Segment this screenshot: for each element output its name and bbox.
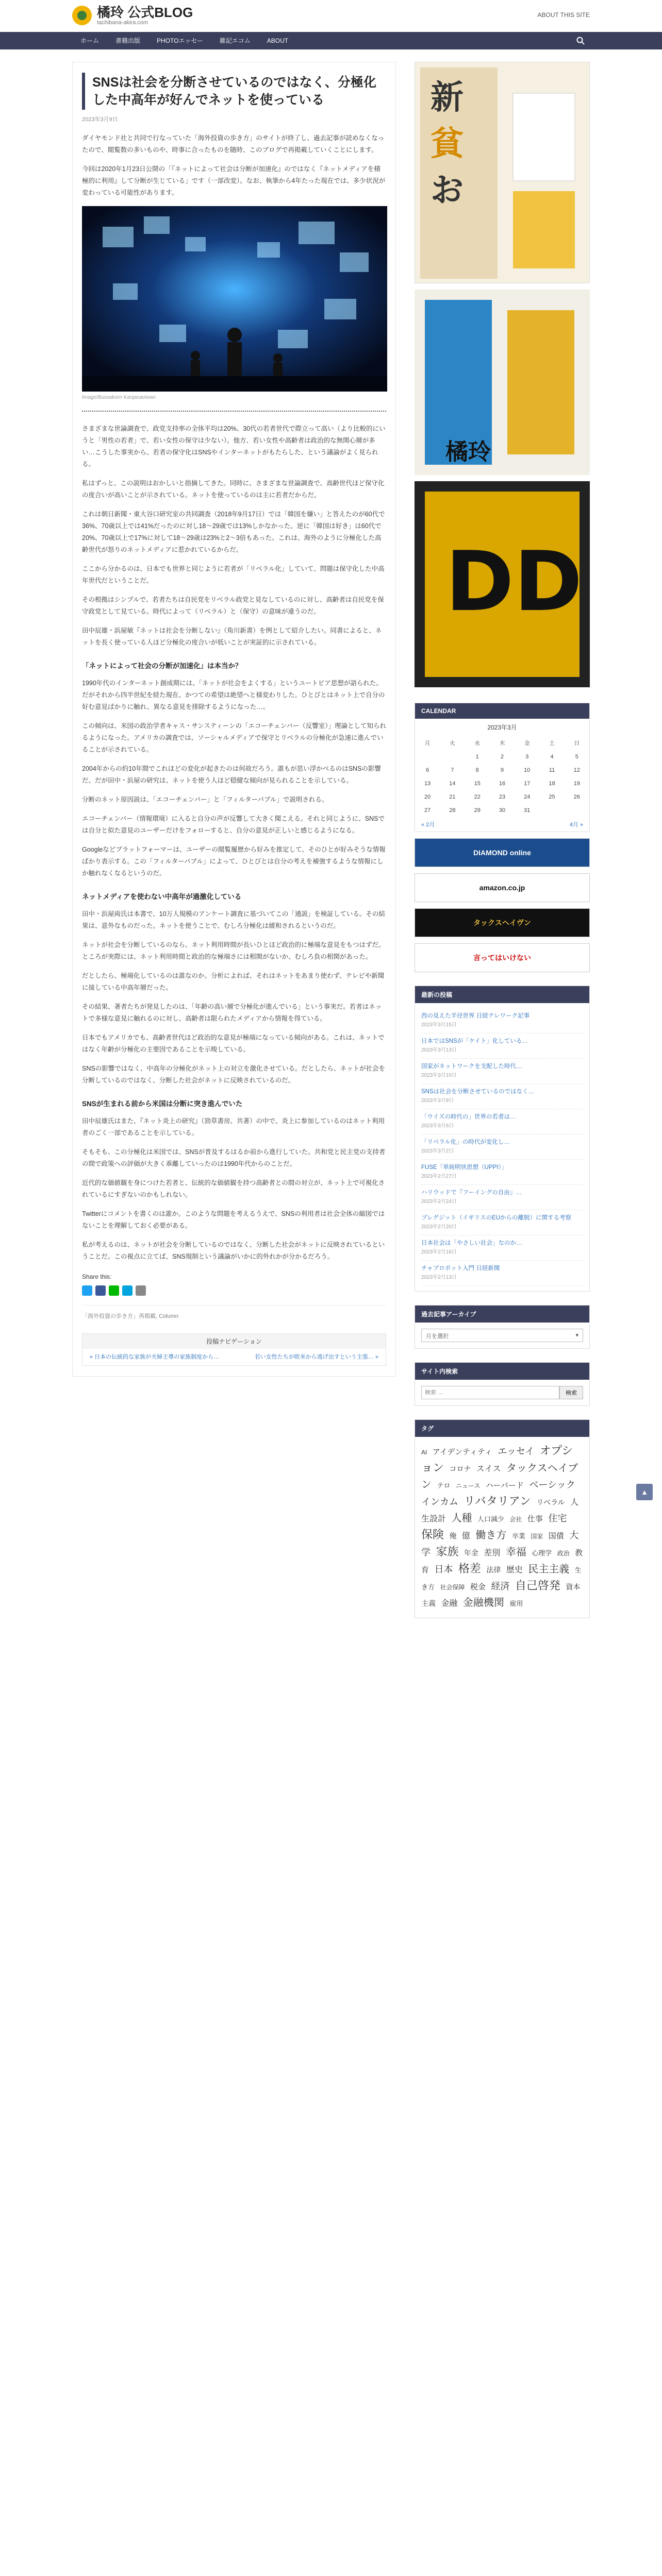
- tag-link[interactable]: タックスヘイブン: [421, 1463, 578, 1490]
- site-header: [0, 0, 662, 32]
- tag-link[interactable]: 金融機関: [462, 1597, 504, 1608]
- tag-link[interactable]: 大学: [421, 1530, 579, 1557]
- site-logo[interactable]: [72, 5, 193, 26]
- calendar-widget: [415, 703, 590, 832]
- paragraph: 田中辰雄・浜屋敏『ネットは社会を分断しない』（角川新書）を例として紹介したい。同書によると、ネットを長く使っている人ほど分極化の度合いが低いことが実証的に示されている。: [82, 627, 382, 646]
- recent-post-date: 2023年2月24日: [421, 1199, 457, 1205]
- tag-link[interactable]: 経済: [491, 1581, 510, 1591]
- calendar-day[interactable]: 17: [524, 781, 531, 787]
- tag-link[interactable]: 家族: [436, 1545, 459, 1558]
- tag-link[interactable]: 金融: [441, 1599, 458, 1608]
- calendar-day[interactable]: 22: [474, 794, 481, 800]
- share-buttons: [82, 1285, 386, 1296]
- calendar-day[interactable]: 15: [474, 781, 481, 787]
- divider: [82, 411, 386, 412]
- tag-link[interactable]: エッセイ: [498, 1446, 535, 1456]
- calendar-day[interactable]: 23: [499, 794, 506, 800]
- calendar-day[interactable]: 24: [524, 794, 531, 800]
- calendar-day[interactable]: 7: [451, 767, 454, 773]
- calendar-day[interactable]: 13: [424, 781, 431, 787]
- paragraph: ダイヤモンド社と共同で行なっていた「海外投資の歩き方」のサイトが終了し、過去記事が読めなくなったので、閲覧数の多いものや、時事に合ったものを随時、このブログで再掲載していくことにします。: [82, 134, 385, 154]
- recent-post-date: 2023年2月27日: [421, 1174, 457, 1179]
- hero-image: [82, 206, 387, 392]
- post-navigation: [82, 1333, 386, 1366]
- tag-link[interactable]: 生き方: [421, 1566, 582, 1591]
- calendar-day[interactable]: 16: [499, 781, 506, 787]
- share-more-icon[interactable]: [136, 1285, 146, 1296]
- recent-post-item[interactable]: [421, 1185, 583, 1210]
- about-link[interactable]: ABOUT THIS SITE: [537, 11, 590, 19]
- site-subtitle: tachibana-akira.com: [97, 20, 148, 26]
- recent-post-date: 2023年3月6日: [421, 1123, 454, 1129]
- banner-amazon[interactable]: amazon.co.jp: [415, 873, 590, 902]
- recent-post-link[interactable]: 国家がネットワークを支配した時代…: [421, 1063, 522, 1070]
- calendar-caption: 2023年3月: [487, 724, 517, 731]
- tag-link[interactable]: コロナ: [449, 1465, 471, 1473]
- search-input[interactable]: [421, 1386, 559, 1399]
- svg-text:貧: 貧: [431, 125, 464, 163]
- tag-link[interactable]: 自己啓発: [515, 1579, 560, 1592]
- calendar-day[interactable]: 26: [573, 794, 580, 800]
- nav-photo[interactable]: PHOTOエッセー: [157, 37, 203, 44]
- tag-link[interactable]: 卒業: [511, 1532, 525, 1540]
- paragraph: 私はずっと、この説明はおかしいと指摘してきた。同時に、さまざまな世論調査で、高齢世代ほど保守化の度合いが高いことが示されている。ネットを使っているのは主に若者だからだ。: [82, 480, 385, 499]
- paragraph: さまざまな世論調査で、政党支持率の全体平均は20%、30代の若者世代で際立って高い（より比較的にいうと「男性の若者」で、若い女性の保守は少ない）。他方、若い女性や高齢者は政治的な無関心層が多い…こうした事実から、若者の保守化はSNSやインターネットがもたらした、という議論がよく見られる。: [82, 425, 386, 468]
- line-icon[interactable]: [109, 1285, 119, 1296]
- calendar-weekday: 土: [549, 740, 555, 747]
- banner-diamond[interactable]: DIAMOND online: [415, 838, 590, 867]
- tag-link[interactable]: 心理学: [532, 1549, 552, 1557]
- calendar-day[interactable]: 1: [475, 754, 479, 760]
- paragraph: 2004年からの約10年間でこれほどの変化が起きたのは何故だろう。誰もが思い浮かべるのはSNSの影響だ。だが田中・浜屋の研究は、ネットを使う人ほど穏健な傾向が見られることを示している。: [82, 765, 381, 784]
- paragraph: ここから分かるのは、日本でも世界と同じように若者が「リベラル化」していて、問題は保守化した中高年世代だということだ。: [82, 565, 385, 584]
- tag-link[interactable]: 歴史: [506, 1566, 523, 1574]
- calendar-day[interactable]: 18: [549, 781, 555, 787]
- tag-link[interactable]: リバタリアン: [464, 1495, 531, 1507]
- search-title: サイト内検索: [415, 1363, 589, 1380]
- recent-post-item[interactable]: [421, 1084, 583, 1109]
- archive-widget: [415, 1305, 590, 1349]
- paragraph: Googleなどプラットフォーマーは、ユーザーの閲覧履歴から好みを推定して、そのひとが好みそうな情報ばかり表示する。この「フィルターバブル」によって、ひとびとは自分の考えを補強するような情報にしか触れなくなるというのだ。: [82, 846, 386, 877]
- calendar-day[interactable]: 11: [549, 767, 555, 773]
- calendar-day[interactable]: 25: [549, 794, 555, 800]
- tag-link[interactable]: 雇用: [509, 1600, 523, 1607]
- recent-post-item[interactable]: [421, 1235, 583, 1261]
- tag-link[interactable]: 人生設計: [421, 1498, 579, 1523]
- tag-link[interactable]: 億: [461, 1532, 470, 1540]
- paragraph: 分断のネット原因説は、「エコーチェンバー」と「フィルターバブル」で説明される。: [82, 796, 328, 803]
- hatena-icon[interactable]: [122, 1285, 133, 1296]
- tag-link[interactable]: ハーバード: [485, 1481, 524, 1490]
- calendar-day[interactable]: 8: [475, 767, 479, 773]
- recent-post-date: 2023年2月13日: [421, 1275, 457, 1280]
- tag-cloud: [415, 1437, 589, 1618]
- calendar-day[interactable]: 28: [449, 807, 456, 814]
- recent-posts-title: 最新の投稿: [415, 986, 589, 1003]
- tag-link[interactable]: スイス: [476, 1465, 501, 1473]
- svg-text:お: お: [431, 172, 464, 210]
- recent-post-link[interactable]: 日本社会は「やさしい社会」なのか…: [421, 1240, 522, 1246]
- recent-post-item[interactable]: [421, 1008, 583, 1033]
- recent-post-item[interactable]: [421, 1160, 583, 1185]
- paragraph: この傾向は、米国の政治学者キャス・サンスティーンの「エコーチェンバー（反響室）」理論として知られるようになった。アメリカの調査では、ソーシャルメディアで保守とリベラルの分極化が急速に進んでいることが示されている。: [82, 722, 387, 753]
- nav-misc[interactable]: 雑記エコム: [219, 37, 251, 44]
- calendar-day[interactable]: 27: [424, 807, 431, 814]
- article: [72, 62, 396, 1377]
- calendar-day: [415, 750, 440, 764]
- tag-link[interactable]: 幸福: [505, 1547, 526, 1558]
- paragraph: 日本でもアメリカでも、高齢者世代ほど政治的な意見が極端になっている傾向がある。これは、ネットではなく年齢が分極化の主要因であることを示唆している。: [82, 1034, 385, 1053]
- facebook-icon[interactable]: [95, 1285, 106, 1296]
- tag-link[interactable]: 俺: [449, 1532, 457, 1540]
- paragraph: SNSの影響ではなく、中高年の分極化がネット上の対立を激化させている。だとしたら、ネットが社会を分断しているのではなく、分断した社会がネットに反映されているのだ。: [82, 1065, 385, 1084]
- tag-link[interactable]: アイデンティティ: [432, 1448, 492, 1456]
- tag-link[interactable]: リベラル: [536, 1498, 565, 1506]
- tag-link[interactable]: 民主主義: [528, 1564, 570, 1575]
- recent-post-item[interactable]: [421, 1261, 583, 1286]
- book-ad-1[interactable]: [415, 62, 590, 283]
- search-icon[interactable]: [576, 37, 585, 45]
- sidebar: [415, 62, 590, 1618]
- calendar-prev-link[interactable]: « 2月: [421, 822, 435, 828]
- tag-link[interactable]: 住宅: [548, 1513, 567, 1523]
- calendar-title: CALENDAR: [415, 703, 589, 719]
- paragraph: 近代的な価値観を身につけた若者と、伝統的な価値観を持つ高齢者との間の対立が、ネット上で可視化されているにすぎないのかもしれない。: [82, 1179, 385, 1198]
- recent-post-link[interactable]: 「リベラル化」の時代が変化し…: [421, 1139, 510, 1145]
- calendar-day[interactable]: 31: [524, 807, 531, 814]
- tags-title: タグ: [415, 1420, 589, 1437]
- recent-post-date: 2023年2月16日: [421, 1249, 457, 1255]
- recent-post-link[interactable]: 「ウイズの時代の」世界の若者は…: [421, 1114, 516, 1120]
- paragraph: ネットが社会を分断しているのなら、ネット利用時間が長いひとほど政治的に極端な意見をもつはずだ。ところが実際には、ネット利用時間と政治的な極端さには相関がないか、むしろ負の相関があった。: [82, 941, 385, 960]
- recent-post-link[interactable]: FUSE「単純明快思想（UPPI）」: [421, 1164, 507, 1171]
- main-nav: [0, 32, 662, 49]
- recent-post-link[interactable]: ハリウッドで『フーイングの自由』…: [421, 1190, 522, 1196]
- tag-link[interactable]: 人種: [451, 1513, 472, 1524]
- calendar-table: [415, 736, 589, 817]
- calendar-day: [565, 804, 589, 817]
- recent-post-link[interactable]: SNSは社会を分断させているのではなく…: [421, 1089, 535, 1095]
- calendar-day: [440, 750, 465, 764]
- paragraph: これは朝日新聞・東大谷口研究室の共同調査（2018年9月17日）では「韓国を嫌い」と答えたのが60代で36%、70歳以上では41%だったのに対し18〜29歳では13%しかなかった。逆に「韓国は好き」は60代で20%、70歳以上で17%に対して18〜29歳は23%と2〜3倍もあった。これは、海外のように分極化した高齢世代が怒りのネットメディアに惹かれているからだ。: [82, 511, 385, 553]
- tag-link[interactable]: 国債: [548, 1532, 564, 1540]
- calendar-weekday: 金: [524, 740, 530, 747]
- recent-post-link[interactable]: 西の見えた半径世界 日経テレワーク記事: [421, 1013, 529, 1019]
- tag-link[interactable]: テロ: [437, 1482, 451, 1489]
- tag-link[interactable]: 会社: [509, 1516, 522, 1523]
- paragraph: 私が考えるのは、ネットが社会を分断しているのではなく、分断した社会がネットに反映されているということだ。この視点に立てば、SNS規制という議論がいかに的外れかが分かるだろう。: [82, 1241, 385, 1260]
- tag-link[interactable]: オプション: [421, 1444, 573, 1474]
- paragraph: 田中辰雄氏はまた、『ネット炎上の研究』（勁草書房、共著）の中で、炎上に参加しているのはネット利用者のごく一部であることを示している。: [82, 1117, 385, 1137]
- tag-link[interactable]: 働き方: [475, 1530, 507, 1541]
- book-ad-2[interactable]: [415, 290, 590, 475]
- calendar-day[interactable]: 3: [525, 754, 529, 760]
- calendar-day[interactable]: 5: [575, 754, 578, 760]
- calendar-day: [539, 804, 564, 817]
- search-button[interactable]: 検索: [559, 1386, 583, 1399]
- calendar-day[interactable]: 14: [449, 781, 456, 787]
- calendar-next-link[interactable]: 4月 »: [569, 822, 583, 828]
- calendar-day[interactable]: 21: [449, 794, 456, 800]
- share-label: Share this:: [82, 1273, 112, 1280]
- paragraph: Twitterにコメントを書くのは誰か。このような問題を考えるうえで、SNSの利用者は社会全体の縮図ではないことを理解しておく必要がある。: [82, 1210, 385, 1229]
- calendar-weekday: 日: [574, 740, 580, 747]
- recent-post-date: 2023年3月9日: [421, 1098, 454, 1104]
- calendar-weekday: 月: [424, 740, 431, 747]
- paragraph: その根拠はシンプルで、若者たちは自民党をリベラル政党と見なしているのに対し、高齢者は自民党を保守政党として見ている。時代によって（リベラル）と（保守）の意味が違うのだ。: [82, 596, 384, 615]
- search-widget: [415, 1362, 590, 1406]
- tag-link[interactable]: 格差: [458, 1562, 481, 1575]
- recent-post-date: 2023年3月2日: [421, 1148, 454, 1154]
- archive-select-value: 月を選択: [426, 1333, 449, 1340]
- tag-link[interactable]: 税金: [470, 1583, 486, 1591]
- chevron-down-icon: ▾: [575, 1332, 578, 1338]
- section-heading: 「ネットによって社会の分断が加速化」は本当か？: [82, 662, 242, 670]
- tag-link[interactable]: 社会保障: [440, 1584, 465, 1591]
- tags-widget: [415, 1419, 590, 1618]
- recent-post-item[interactable]: [421, 1134, 583, 1160]
- tag-link[interactable]: 法律: [486, 1566, 501, 1574]
- nav-about[interactable]: ABOUT: [267, 37, 289, 44]
- nav-home[interactable]: ホーム: [80, 37, 100, 44]
- archive-select[interactable]: [421, 1329, 583, 1342]
- article-title: SNSは社会を分断させているのではなく、分極化した中高年が好んでネットを使っている: [82, 73, 386, 110]
- twitter-icon[interactable]: [82, 1285, 92, 1296]
- calendar-day[interactable]: 20: [424, 794, 431, 800]
- tag-link[interactable]: 保険: [421, 1528, 444, 1541]
- book-ad-3[interactable]: [415, 481, 590, 687]
- tag-link[interactable]: 人口減少: [477, 1515, 504, 1523]
- recent-posts-widget: [415, 986, 590, 1292]
- tag-link[interactable]: 差別: [484, 1549, 501, 1557]
- prev-post-link[interactable]: « 日本の伝統的な家族が夫婦主導の家族制度から…: [90, 1354, 220, 1360]
- calendar-day[interactable]: 6: [426, 767, 429, 773]
- tag-link[interactable]: 政治: [557, 1550, 570, 1557]
- recent-post-date: 2023年3月13日: [421, 1047, 457, 1053]
- recent-post-date: 2023年3月15日: [421, 1022, 457, 1028]
- calendar-day[interactable]: 12: [573, 767, 580, 773]
- recent-post-link[interactable]: 日本ではSNSが「ケイト」化している…: [421, 1038, 528, 1044]
- scroll-to-top-button[interactable]: ▲: [636, 1484, 653, 1500]
- svg-text:DD: DD: [445, 533, 583, 630]
- recent-post-item[interactable]: [421, 1210, 583, 1235]
- paragraph: 1990年代のインターネット創成期には、「ネットが社会をよくする」というユートピア思想が語られた。だがそれから四半世紀を経た現在、かつての希望は絶望へと様変わりした。ひとびとはネット上で自分の好む意見ばかりに触れ、異なる意見を排除するようになった…。: [82, 680, 385, 710]
- tag-link[interactable]: ベーシックインカム: [421, 1480, 575, 1507]
- calendar-day[interactable]: 29: [474, 807, 481, 814]
- tag-link[interactable]: 日本: [434, 1564, 453, 1574]
- paragraph: だとしたら、極端化しているのは誰なのか。分析によれば、それはネットをあまり使わず、テレビや新聞に接している中高年層だった。: [82, 972, 385, 991]
- recent-post-date: 2023年3月10日: [421, 1073, 457, 1078]
- tag-link[interactable]: 資本主義: [421, 1583, 581, 1607]
- tag-link[interactable]: 国家: [531, 1533, 543, 1540]
- calendar-weekday: 木: [499, 740, 505, 747]
- recent-post-link[interactable]: プレグジット（イギリスのEUからの離脱）に関する考察: [421, 1215, 572, 1221]
- logo-icon: [72, 6, 92, 25]
- calendar-day[interactable]: 30: [499, 807, 506, 814]
- nav-books[interactable]: 書籍出版: [115, 37, 141, 44]
- site-title: 橘玲 公式BLOG: [97, 5, 193, 20]
- svg-text:橘玲: 橘玲: [445, 439, 491, 465]
- recent-post-item[interactable]: [421, 1033, 583, 1059]
- tag-link[interactable]: AI: [421, 1449, 427, 1456]
- calendar-day[interactable]: 2: [500, 754, 504, 760]
- recent-post-link[interactable]: チャプロボット入門 日経新聞: [421, 1265, 500, 1272]
- calendar-day[interactable]: 4: [550, 754, 554, 760]
- image-caption: Image/Bussakorn Kanjanaviwan: [82, 395, 156, 400]
- paragraph: そもそも、この分極化は米国では、SNSが普及するはるか前から進行していた。共和党と民主党の支持者の間で政策への評価が大きく乖離していったのは1990年代からのことだ。: [82, 1148, 386, 1167]
- paragraph: エコーチェンバー（情報環境）に入ると自分の声が反響して大きく聞こえる。それと同じように、SNSでは自分と似た意見のユーザーだけをフォローすると、自分の意見が正しいと感じるようになる。: [82, 815, 385, 834]
- svg-text:新: 新: [431, 79, 464, 117]
- section-heading: SNSが生まれる前から米国は分断に突き進んでいた: [82, 1100, 243, 1108]
- post-tags[interactable]: 「海外投資の歩き方」再掲載, Column: [82, 1305, 386, 1320]
- section-heading: ネットメディアを使わない中高年が過激化している: [82, 893, 242, 901]
- tag-link[interactable]: 年金: [464, 1549, 478, 1557]
- tag-link[interactable]: 教育: [421, 1549, 583, 1574]
- paragraph: 今回は2020年1月23日公開の「『ネットによって社会は分断が加速化』のではなく『ネットメディアを積極的に利用』して分断が生じている」です（一部改変）。なお、執筆から4年たった現在では、多少状況が変わっている可能性があります。: [82, 165, 386, 196]
- tag-link[interactable]: 仕事: [527, 1515, 543, 1523]
- calendar-weekday: 水: [474, 740, 481, 747]
- calendar-day[interactable]: 9: [500, 767, 504, 773]
- paragraph: その結果、著者たちが発見したのは、「年齢の高い層で分極化が進んでいる」という事実だ。若者はネットで多様な意見に触れるのに対し、高齢者は限られたメディアから情報を得ている。: [82, 1003, 382, 1022]
- next-post-link[interactable]: 若い女性たちが欧米から逃げ出すという主張… »: [254, 1354, 378, 1360]
- recent-post-item[interactable]: [421, 1059, 583, 1084]
- recent-post-item[interactable]: [421, 1109, 583, 1134]
- banner-iwanai[interactable]: 言ってはいけない: [415, 943, 590, 972]
- calendar-day[interactable]: 10: [524, 767, 531, 773]
- recent-post-date: 2023年2月20日: [421, 1224, 457, 1230]
- paragraph: 田中・浜屋両氏は本書で、10万人規模のアンケート調査に基づいてこの「通説」を検証している。その結果は、意外なものだった。ネットを使うことで、むしろ分極化は緩和されるというのだ。: [82, 910, 385, 929]
- archive-title: 過去記事アーカイブ: [415, 1306, 589, 1323]
- calendar-weekday: 火: [449, 740, 455, 747]
- calendar-day[interactable]: 19: [573, 781, 580, 787]
- article-date: 2023年3月9日: [82, 116, 118, 123]
- post-navigation-title: 投稿ナビゲーション: [82, 1334, 386, 1349]
- tag-link[interactable]: ニュース: [455, 1482, 481, 1489]
- banner-taxhaven[interactable]: タックスヘイヴン: [415, 908, 590, 937]
